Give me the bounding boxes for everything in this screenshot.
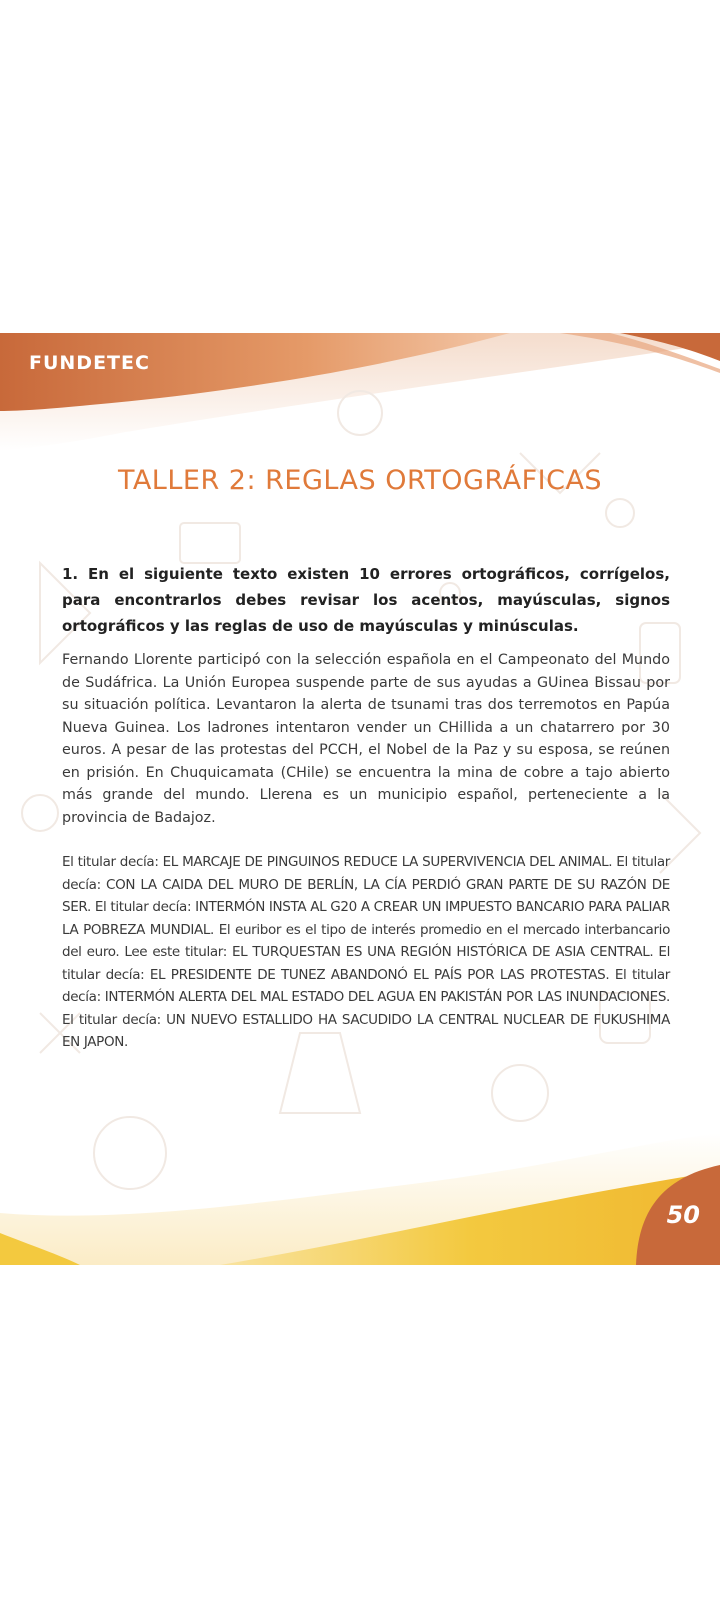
exercise-paragraph-2: El titular decía: EL MARCAJE DE PINGUINOS REDUCE LA SUPERVIVENCIA DEL ANIMAL. El titular decía: CON LA CAIDA DEL MURO DE BERLÍN, LA CÍA PERDIÓ GRAN PARTE DE SU RAZÓN DE SER. El titular decía: INTERMÓN INSTA AL G20 A CREAR UN IMPUESTO BANCARIO PARA PALIAR LA POBREZA MUNDIAL. El euribor es el tipo de interés promedio en el mercado interbancario del euro. Lee este titular: EL TURQUESTAN ES UNA REGIÓN HISTÓRICA DE ASIA CENTRAL. El titular decía: EL PRESIDENTE DE TUNEZ ABANDONÓ EL PAÍS POR LAS PROTESTAS. El titular decía: INTERMÓN ALERTA DEL MAL ESTADO DEL AGUA EN PAKISTÁN POR LAS INUNDACIONES. El titular decía: UN NUEVO ESTALLIDO HA SACUDIDO LA CENTRAL NUCLEAR DE FUKUSHIMA EN JAPON. [62, 854, 670, 1050]
page-title: TALLER 2: REGLAS ORTOGRÁFICAS [117, 465, 603, 496]
page-number: 50 [666, 1201, 700, 1229]
brand-logo: FUNDETEC [29, 352, 150, 374]
document-page [0, 333, 720, 1265]
exercise-paragraph-1: Fernando Llorente participó con la selección española en el Campeonato del Mundo de Sudáfrica. La Unión Europea suspende parte de sus ayudas a GUinea Bissau por su situación política. Levantaron la alerta de tsunami tras dos terremotos en Papúa Nueva Guinea. Los ladrones intentaron vender un CHillida a un chatarrero por 30 euros. A pesar de las protestas del PCCH, el Nobel de la Paz y su esposa, se reúnen en prisión. En Chuquicamata (CHile) se encuentra la mina de cobre a tajo abierto más grande del mundo. Llerena es un municipio español, perteneciente a la provincia de Badajoz. [62, 652, 670, 826]
exercise-instruction: 1. En el siguiente texto existen 10 errores ortográficos, corrígelos, para encontrarlos debes revisar los acentos, mayúsculas, signos ortográficos y las reglas de uso de mayúsculas y minúsculas. [62, 565, 670, 635]
